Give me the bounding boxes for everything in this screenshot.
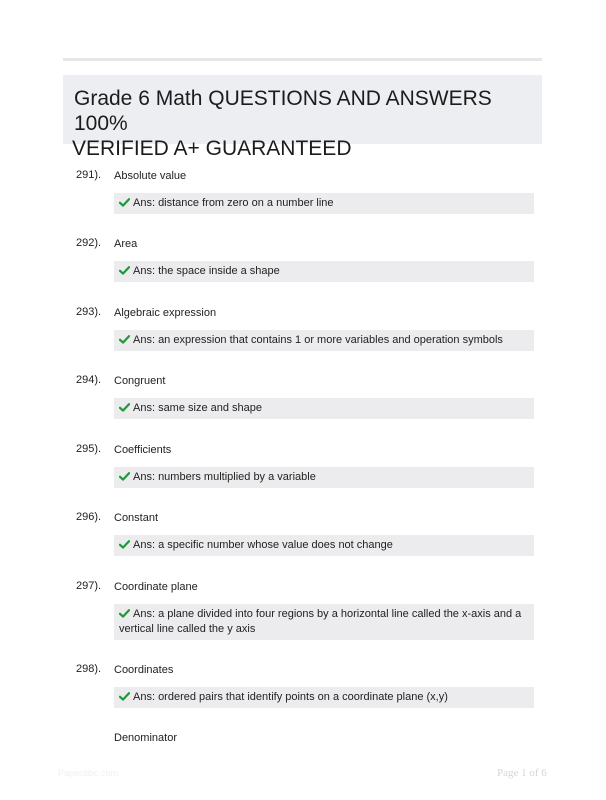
check-icon [119, 266, 130, 275]
answer-box [114, 330, 534, 351]
answer-box [114, 193, 534, 214]
question-text: Denominator [114, 732, 177, 744]
question-text: Coefficients [114, 444, 172, 456]
title-line-2: VERIFIED A+ GUARANTEED [72, 137, 352, 160]
question-number: 292). [76, 237, 102, 249]
question-text: Coordinate plane [114, 581, 198, 593]
answer-box [114, 398, 534, 419]
answer-box [114, 467, 534, 488]
question-number: 291). [76, 169, 102, 181]
answer-text: Ans: a specific number whose value does not change [133, 539, 393, 551]
answer-box [114, 535, 534, 556]
question-text: Congruent [114, 375, 166, 387]
question-text: Algebraic expression [114, 307, 217, 319]
answer-text: Ans: same size and shape [133, 402, 263, 414]
question-text: Absolute value [114, 170, 187, 182]
answer-text-line-1: Ans: a plane divided into four regions by a horizontal line called the x-axis and a [133, 608, 522, 620]
answer-text: Ans: an expression that contains 1 or more variables and operation symbols [133, 334, 503, 346]
check-icon [119, 540, 130, 549]
question-text: Area [114, 238, 138, 250]
page-indicator: Page 1 of 6 [497, 767, 547, 779]
question-number: 297). [76, 580, 102, 592]
answer-box [114, 604, 534, 640]
document-title [63, 75, 542, 160]
check-icon [119, 609, 130, 618]
check-icon [119, 403, 130, 412]
answer-text-line-2: vertical line called the y axis [119, 623, 256, 635]
question-text: Coordinates [114, 664, 174, 676]
check-icon [119, 692, 130, 701]
question-number: 298). [76, 663, 102, 675]
question-number: 293). [76, 306, 102, 318]
check-icon [119, 335, 130, 344]
answer-box [114, 687, 534, 708]
answer-box [114, 261, 534, 282]
check-icon [119, 472, 130, 481]
question-number: 296). [76, 511, 102, 523]
answer-text: Ans: the space inside a shape [133, 265, 280, 277]
check-icon [119, 198, 130, 207]
answer-text: Ans: distance from zero on a number line [133, 197, 334, 209]
question-text: Constant [114, 512, 159, 524]
title-line-1: Grade 6 Math QUESTIONS AND ANSWERS 100% [74, 87, 492, 135]
answer-text: Ans: numbers multiplied by a variable [133, 471, 316, 483]
footer-watermark: Paperdibc.com [58, 768, 119, 778]
question-number: 294). [76, 374, 102, 386]
answer-text: Ans: ordered pairs that identify points on a coordinate plane (x,y) [133, 691, 448, 703]
top-divider [63, 58, 542, 61]
question-number: 295). [76, 443, 102, 455]
